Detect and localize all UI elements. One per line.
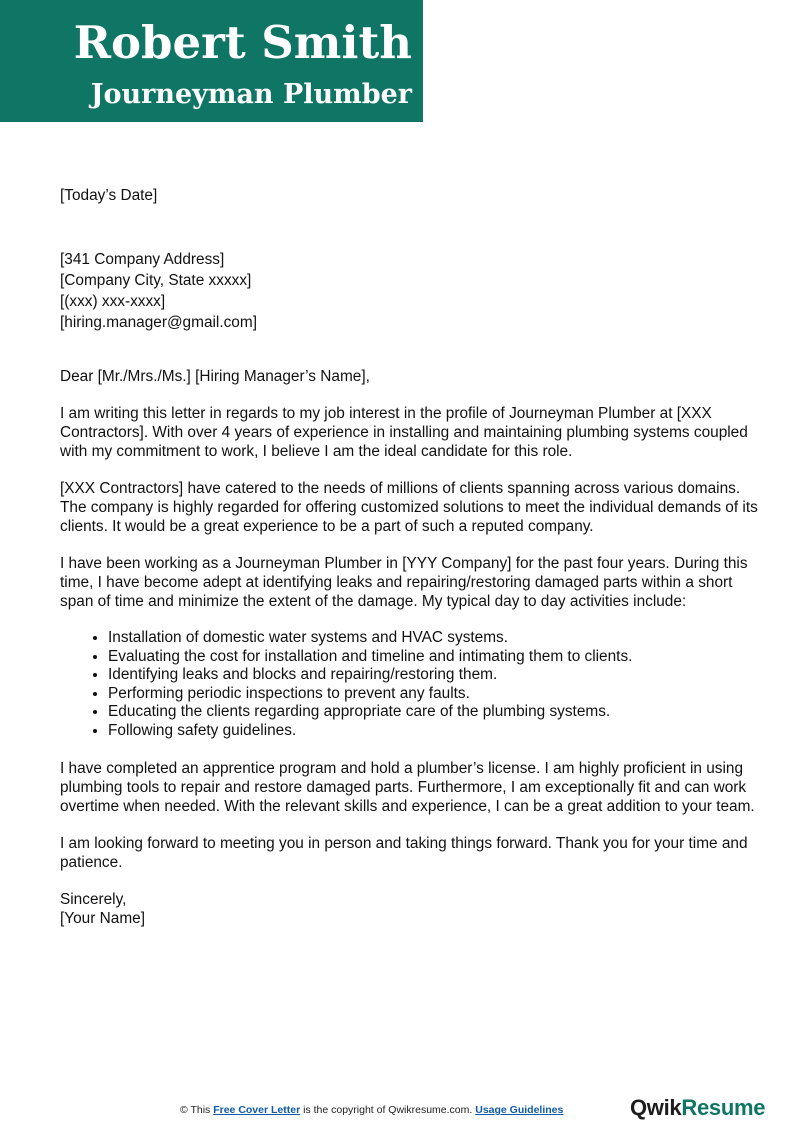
signature-name: [Your Name] (60, 909, 145, 927)
address-line: [hiring.manager@gmail.com] (60, 314, 257, 331)
list-item: • Identifying leaks and blocks and repairing/restoring them. (108, 666, 760, 685)
signature-block (60, 890, 760, 928)
logo-part-resume: Resume (681, 1095, 766, 1120)
body-paragraph: [XXX Contractors] have catered to the needs of millions of clients spanning across various domains. The company is highly regarded for offering customized solutions to meet the individual demands of its clients. It would be a great experience to be a part of such a reputed company. (60, 480, 758, 535)
duties-list (60, 629, 760, 741)
salutation: Dear [Mr./Mrs./Ms.] [Hiring Manager’s Name], (60, 368, 370, 385)
list-item: • Evaluating the cost for installation and timeline and intimating them to clients. (108, 648, 760, 667)
qwikresume-logo (630, 1095, 765, 1121)
body-paragraph: I am looking forward to meeting you in person and taking things forward. Thank you for your time and patience. (60, 834, 748, 871)
recipient-address (60, 249, 760, 333)
copyright-prefix: © This (180, 1104, 214, 1116)
list-item: • Educating the clients regarding appropriate care of the plumbing systems. (108, 703, 760, 722)
usage-guidelines-link[interactable]: Usage Guidelines (475, 1104, 564, 1116)
free-cover-letter-link[interactable]: Free Cover Letter (213, 1104, 301, 1116)
copyright-notice (180, 1104, 563, 1116)
candidate-name: Robert Smith (73, 16, 412, 69)
address-line: [Company City, State xxxxx] (60, 272, 252, 289)
signoff: Sincerely, (60, 890, 127, 908)
address-line: [341 Company Address] (60, 251, 225, 268)
header-banner (0, 0, 423, 122)
candidate-title: Journeyman Plumber (90, 79, 412, 110)
body-paragraph: I have completed an apprentice program and hold a plumber’s license. I am highly proficient in using plumbing tools to repair and restore damaged parts. Furthermore, I am exceptionally fit and can work overtime when needed. With the relevant skills and experience, I can be a great addition to your team. (60, 759, 755, 815)
body-paragraph: I have been working as a Journeyman Plumber in [YYY Company] for the past four years. During this time, I have become adept at identifying leaks and repairing/restoring damaged parts within a short span of time and minimize the extent of the damage. My typical day to day activities include: (60, 555, 748, 610)
address-line: [(xxx) xxx-xxxx] (60, 293, 166, 310)
logo-part-qwik: Qwik (630, 1095, 682, 1120)
list-item: • Installation of domestic water systems and HVAC systems. (108, 629, 760, 648)
list-item: • Performing periodic inspections to prevent any faults. (108, 685, 760, 704)
letter-date: [Today’s Date] (60, 187, 158, 204)
body-paragraph: I am writing this letter in regards to my job interest in the profile of Journeyman Plumber at [XXX Contractors]. With over 4 years of experience in installing and maintaining plumbing systems coupled with my commitment to work, I believe I am the ideal candidate for this role. (60, 405, 748, 460)
list-item: • Following safety guidelines. (108, 722, 760, 741)
copyright-middle: is the copyright of Qwikresume.com. (300, 1104, 476, 1116)
cover-letter-body (60, 186, 760, 928)
